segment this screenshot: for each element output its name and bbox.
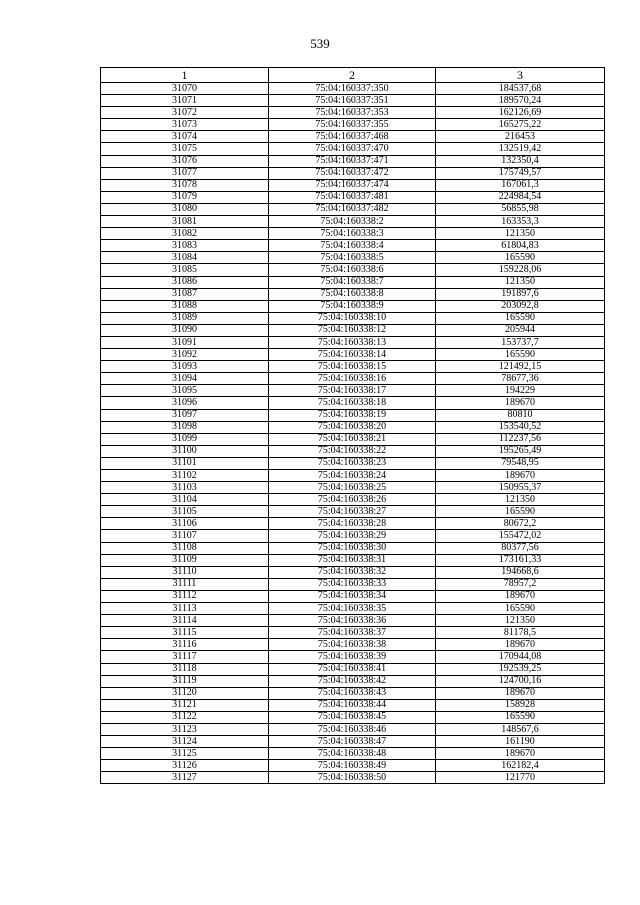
row-number-cell: 31102 <box>101 470 269 482</box>
cadastral-number-cell: 75:04:160338:47 <box>269 736 436 748</box>
value-cell: 216453 <box>436 131 605 143</box>
value-cell: 80377,56 <box>436 542 605 554</box>
table-row <box>101 385 605 397</box>
value-cell: 189670 <box>436 748 605 760</box>
value-cell: 203092,8 <box>436 300 605 312</box>
value-cell: 189670 <box>436 639 605 651</box>
cadastral-number-cell: 75:04:160338:48 <box>269 748 436 760</box>
table-row <box>101 179 605 191</box>
row-number-cell: 31114 <box>101 615 269 627</box>
value-cell: 162182,4 <box>436 760 605 772</box>
value-cell: 56855,98 <box>436 203 605 215</box>
cadastral-number-cell: 75:04:160338:41 <box>269 663 436 675</box>
table-row <box>101 361 605 373</box>
cadastral-number-cell: 75:04:160338:27 <box>269 506 436 518</box>
value-cell: 189670 <box>436 687 605 699</box>
table-row <box>101 603 605 615</box>
table-row <box>101 409 605 421</box>
row-number-cell: 31096 <box>101 397 269 409</box>
cadastral-number-cell: 75:04:160338:42 <box>269 675 436 687</box>
cadastral-number-cell: 75:04:160338:33 <box>269 578 436 590</box>
value-cell: 80810 <box>436 409 605 421</box>
value-cell: 194229 <box>436 385 605 397</box>
table-row <box>101 143 605 155</box>
row-number-cell: 31104 <box>101 494 269 506</box>
table-row <box>101 421 605 433</box>
row-number-cell: 31109 <box>101 554 269 566</box>
cadastral-number-cell: 75:04:160338:13 <box>269 336 436 348</box>
table-row <box>101 216 605 228</box>
table-row <box>101 252 605 264</box>
value-cell: 121770 <box>436 772 605 784</box>
table-row <box>101 518 605 530</box>
value-cell: 153540,52 <box>436 421 605 433</box>
row-number-cell: 31077 <box>101 167 269 179</box>
cadastral-number-cell: 75:04:160338:50 <box>269 772 436 784</box>
value-cell: 165590 <box>436 312 605 324</box>
cadastral-number-cell: 75:04:160337:350 <box>269 83 436 95</box>
cadastral-number-cell: 75:04:160337:468 <box>269 131 436 143</box>
value-cell: 132519,42 <box>436 143 605 155</box>
cadastral-number-cell: 75:04:160338:2 <box>269 216 436 228</box>
cadastral-number-cell: 75:04:160338:29 <box>269 530 436 542</box>
table-row <box>101 482 605 494</box>
row-number-cell: 31083 <box>101 240 269 252</box>
value-cell: 162126,69 <box>436 107 605 119</box>
table-row <box>101 191 605 203</box>
row-number-cell: 31099 <box>101 433 269 445</box>
cadastral-number-cell: 75:04:160338:3 <box>269 228 436 240</box>
value-cell: 189670 <box>436 590 605 602</box>
table-row <box>101 349 605 361</box>
row-number-cell: 31103 <box>101 482 269 494</box>
table-row <box>101 240 605 252</box>
value-cell: 155472,02 <box>436 530 605 542</box>
value-cell: 192539,25 <box>436 663 605 675</box>
value-cell: 189570,24 <box>436 95 605 107</box>
value-cell: 165590 <box>436 603 605 615</box>
value-cell: 165590 <box>436 506 605 518</box>
cadastral-number-cell: 75:04:160338:4 <box>269 240 436 252</box>
value-cell: 61804,83 <box>436 240 605 252</box>
row-number-cell: 31101 <box>101 457 269 469</box>
cadastral-number-cell: 75:04:160338:31 <box>269 554 436 566</box>
data-table <box>100 67 605 784</box>
table-row <box>101 433 605 445</box>
row-number-cell: 31127 <box>101 772 269 784</box>
row-number-cell: 31078 <box>101 179 269 191</box>
value-cell: 80672,2 <box>436 518 605 530</box>
row-number-cell: 31121 <box>101 699 269 711</box>
cadastral-number-cell: 75:04:160338:34 <box>269 590 436 602</box>
value-cell: 191897,6 <box>436 288 605 300</box>
cadastral-number-cell: 75:04:160337:482 <box>269 203 436 215</box>
table-row <box>101 228 605 240</box>
value-cell: 81178,5 <box>436 627 605 639</box>
value-cell: 121350 <box>436 494 605 506</box>
row-number-cell: 31091 <box>101 336 269 348</box>
table-row <box>101 336 605 348</box>
table-row <box>101 373 605 385</box>
value-cell: 112237,56 <box>436 433 605 445</box>
value-cell: 170944,08 <box>436 651 605 663</box>
row-number-cell: 31090 <box>101 324 269 336</box>
table-row <box>101 627 605 639</box>
table-row <box>101 95 605 107</box>
table-body <box>101 83 605 784</box>
row-number-cell: 31107 <box>101 530 269 542</box>
row-number-cell: 31092 <box>101 349 269 361</box>
value-cell: 121492,15 <box>436 361 605 373</box>
cadastral-number-cell: 75:04:160338:25 <box>269 482 436 494</box>
row-number-cell: 31089 <box>101 312 269 324</box>
cadastral-number-cell: 75:04:160338:16 <box>269 373 436 385</box>
table-row <box>101 590 605 602</box>
value-cell: 163353,3 <box>436 216 605 228</box>
table-row <box>101 324 605 336</box>
row-number-cell: 31074 <box>101 131 269 143</box>
cadastral-number-cell: 75:04:160338:23 <box>269 457 436 469</box>
table-row <box>101 639 605 651</box>
cadastral-number-cell: 75:04:160338:10 <box>269 312 436 324</box>
table-row <box>101 615 605 627</box>
value-cell: 165590 <box>436 711 605 723</box>
cadastral-number-cell: 75:04:160338:45 <box>269 711 436 723</box>
cadastral-number-cell: 75:04:160338:43 <box>269 687 436 699</box>
cadastral-number-cell: 75:04:160338:46 <box>269 723 436 735</box>
table-row <box>101 83 605 95</box>
row-number-cell: 31072 <box>101 107 269 119</box>
cadastral-number-cell: 75:04:160337:474 <box>269 179 436 191</box>
cadastral-number-cell: 75:04:160338:32 <box>269 566 436 578</box>
cadastral-number-cell: 75:04:160338:17 <box>269 385 436 397</box>
cadastral-number-cell: 75:04:160338:14 <box>269 349 436 361</box>
table-row <box>101 675 605 687</box>
cadastral-number-cell: 75:04:160338:28 <box>269 518 436 530</box>
value-cell: 165590 <box>436 252 605 264</box>
table-header-row <box>101 68 605 83</box>
value-cell: 78957,2 <box>436 578 605 590</box>
table-row <box>101 506 605 518</box>
table-row <box>101 445 605 457</box>
table-row <box>101 736 605 748</box>
table-row <box>101 300 605 312</box>
row-number-cell: 31108 <box>101 542 269 554</box>
value-cell: 150955,37 <box>436 482 605 494</box>
table-row <box>101 264 605 276</box>
cadastral-number-cell: 75:04:160337:470 <box>269 143 436 155</box>
row-number-cell: 31075 <box>101 143 269 155</box>
cadastral-number-cell: 75:04:160337:481 <box>269 191 436 203</box>
row-number-cell: 31084 <box>101 252 269 264</box>
cadastral-number-cell: 75:04:160338:24 <box>269 470 436 482</box>
table-row <box>101 397 605 409</box>
row-number-cell: 31080 <box>101 203 269 215</box>
cadastral-number-cell: 75:04:160338:15 <box>269 361 436 373</box>
cadastral-number-cell: 75:04:160337:353 <box>269 107 436 119</box>
value-cell: 121350 <box>436 615 605 627</box>
row-number-cell: 31073 <box>101 119 269 131</box>
table-row <box>101 312 605 324</box>
cadastral-number-cell: 75:04:160338:26 <box>269 494 436 506</box>
cadastral-number-cell: 75:04:160338:30 <box>269 542 436 554</box>
value-cell: 121350 <box>436 228 605 240</box>
table-row <box>101 542 605 554</box>
row-number-cell: 31112 <box>101 590 269 602</box>
cadastral-number-cell: 75:04:160338:22 <box>269 445 436 457</box>
table-header <box>101 68 605 83</box>
cadastral-number-cell: 75:04:160338:12 <box>269 324 436 336</box>
row-number-cell: 31106 <box>101 518 269 530</box>
row-number-cell: 31082 <box>101 228 269 240</box>
row-number-cell: 31085 <box>101 264 269 276</box>
table-row <box>101 131 605 143</box>
table-row <box>101 663 605 675</box>
value-cell: 189670 <box>436 397 605 409</box>
row-number-cell: 31071 <box>101 95 269 107</box>
cadastral-number-cell: 75:04:160337:471 <box>269 155 436 167</box>
cadastral-number-cell: 75:04:160338:5 <box>269 252 436 264</box>
column-header-2: 2 <box>269 68 436 83</box>
row-number-cell: 31118 <box>101 663 269 675</box>
row-number-cell: 31095 <box>101 385 269 397</box>
row-number-cell: 31100 <box>101 445 269 457</box>
table-row <box>101 107 605 119</box>
value-cell: 121350 <box>436 276 605 288</box>
row-number-cell: 31119 <box>101 675 269 687</box>
row-number-cell: 31116 <box>101 639 269 651</box>
value-cell: 167061,3 <box>436 179 605 191</box>
table-row <box>101 760 605 772</box>
value-cell: 184537,68 <box>436 83 605 95</box>
value-cell: 79548,95 <box>436 457 605 469</box>
cadastral-number-cell: 75:04:160338:20 <box>269 421 436 433</box>
cadastral-number-cell: 75:04:160338:8 <box>269 288 436 300</box>
row-number-cell: 31076 <box>101 155 269 167</box>
table-row <box>101 288 605 300</box>
row-number-cell: 31120 <box>101 687 269 699</box>
row-number-cell: 31122 <box>101 711 269 723</box>
value-cell: 148567,6 <box>436 723 605 735</box>
row-number-cell: 31081 <box>101 216 269 228</box>
cadastral-number-cell: 75:04:160338:39 <box>269 651 436 663</box>
table-row <box>101 723 605 735</box>
value-cell: 173161,33 <box>436 554 605 566</box>
cadastral-number-cell: 75:04:160338:9 <box>269 300 436 312</box>
row-number-cell: 31087 <box>101 288 269 300</box>
cadastral-number-cell: 75:04:160338:49 <box>269 760 436 772</box>
row-number-cell: 31086 <box>101 276 269 288</box>
cadastral-number-cell: 75:04:160338:21 <box>269 433 436 445</box>
table-row <box>101 748 605 760</box>
row-number-cell: 31111 <box>101 578 269 590</box>
row-number-cell: 31123 <box>101 723 269 735</box>
table-row <box>101 203 605 215</box>
table-row <box>101 554 605 566</box>
table-row <box>101 651 605 663</box>
column-header-1: 1 <box>101 68 269 83</box>
cadastral-number-cell: 75:04:160337:351 <box>269 95 436 107</box>
row-number-cell: 31126 <box>101 760 269 772</box>
value-cell: 195265,49 <box>436 445 605 457</box>
row-number-cell: 31110 <box>101 566 269 578</box>
cadastral-number-cell: 75:04:160338:36 <box>269 615 436 627</box>
row-number-cell: 31088 <box>101 300 269 312</box>
table-row <box>101 276 605 288</box>
cadastral-number-cell: 75:04:160338:38 <box>269 639 436 651</box>
value-cell: 224984,54 <box>436 191 605 203</box>
table-row <box>101 711 605 723</box>
value-cell: 132350,4 <box>436 155 605 167</box>
cadastral-number-cell: 75:04:160338:18 <box>269 397 436 409</box>
cadastral-number-cell: 75:04:160337:472 <box>269 167 436 179</box>
cadastral-number-cell: 75:04:160338:35 <box>269 603 436 615</box>
row-number-cell: 31124 <box>101 736 269 748</box>
row-number-cell: 31113 <box>101 603 269 615</box>
row-number-cell: 31117 <box>101 651 269 663</box>
table-row <box>101 119 605 131</box>
row-number-cell: 31115 <box>101 627 269 639</box>
table-row <box>101 494 605 506</box>
cadastral-number-cell: 75:04:160338:37 <box>269 627 436 639</box>
row-number-cell: 31097 <box>101 409 269 421</box>
value-cell: 158928 <box>436 699 605 711</box>
row-number-cell: 31093 <box>101 361 269 373</box>
value-cell: 189670 <box>436 470 605 482</box>
table-row <box>101 530 605 542</box>
row-number-cell: 31105 <box>101 506 269 518</box>
value-cell: 159228,06 <box>436 264 605 276</box>
table-row <box>101 699 605 711</box>
value-cell: 161190 <box>436 736 605 748</box>
table-row <box>101 457 605 469</box>
cadastral-number-cell: 75:04:160337:355 <box>269 119 436 131</box>
table-row <box>101 772 605 784</box>
value-cell: 124700,16 <box>436 675 605 687</box>
table-row <box>101 578 605 590</box>
cadastral-number-cell: 75:04:160338:19 <box>269 409 436 421</box>
page-number: 539 <box>310 36 330 51</box>
row-number-cell: 31094 <box>101 373 269 385</box>
value-cell: 175749,57 <box>436 167 605 179</box>
row-number-cell: 31070 <box>101 83 269 95</box>
column-header-3: 3 <box>436 68 605 83</box>
table-row <box>101 470 605 482</box>
value-cell: 78677,36 <box>436 373 605 385</box>
cadastral-number-cell: 75:04:160338:44 <box>269 699 436 711</box>
value-cell: 165590 <box>436 349 605 361</box>
table-row <box>101 566 605 578</box>
table-row <box>101 687 605 699</box>
row-number-cell: 31079 <box>101 191 269 203</box>
cadastral-number-cell: 75:04:160338:6 <box>269 264 436 276</box>
table-row <box>101 155 605 167</box>
value-cell: 153737,7 <box>436 336 605 348</box>
row-number-cell: 31098 <box>101 421 269 433</box>
table-row <box>101 167 605 179</box>
cadastral-number-cell: 75:04:160338:7 <box>269 276 436 288</box>
value-cell: 194668,6 <box>436 566 605 578</box>
value-cell: 165275,22 <box>436 119 605 131</box>
value-cell: 205944 <box>436 324 605 336</box>
row-number-cell: 31125 <box>101 748 269 760</box>
